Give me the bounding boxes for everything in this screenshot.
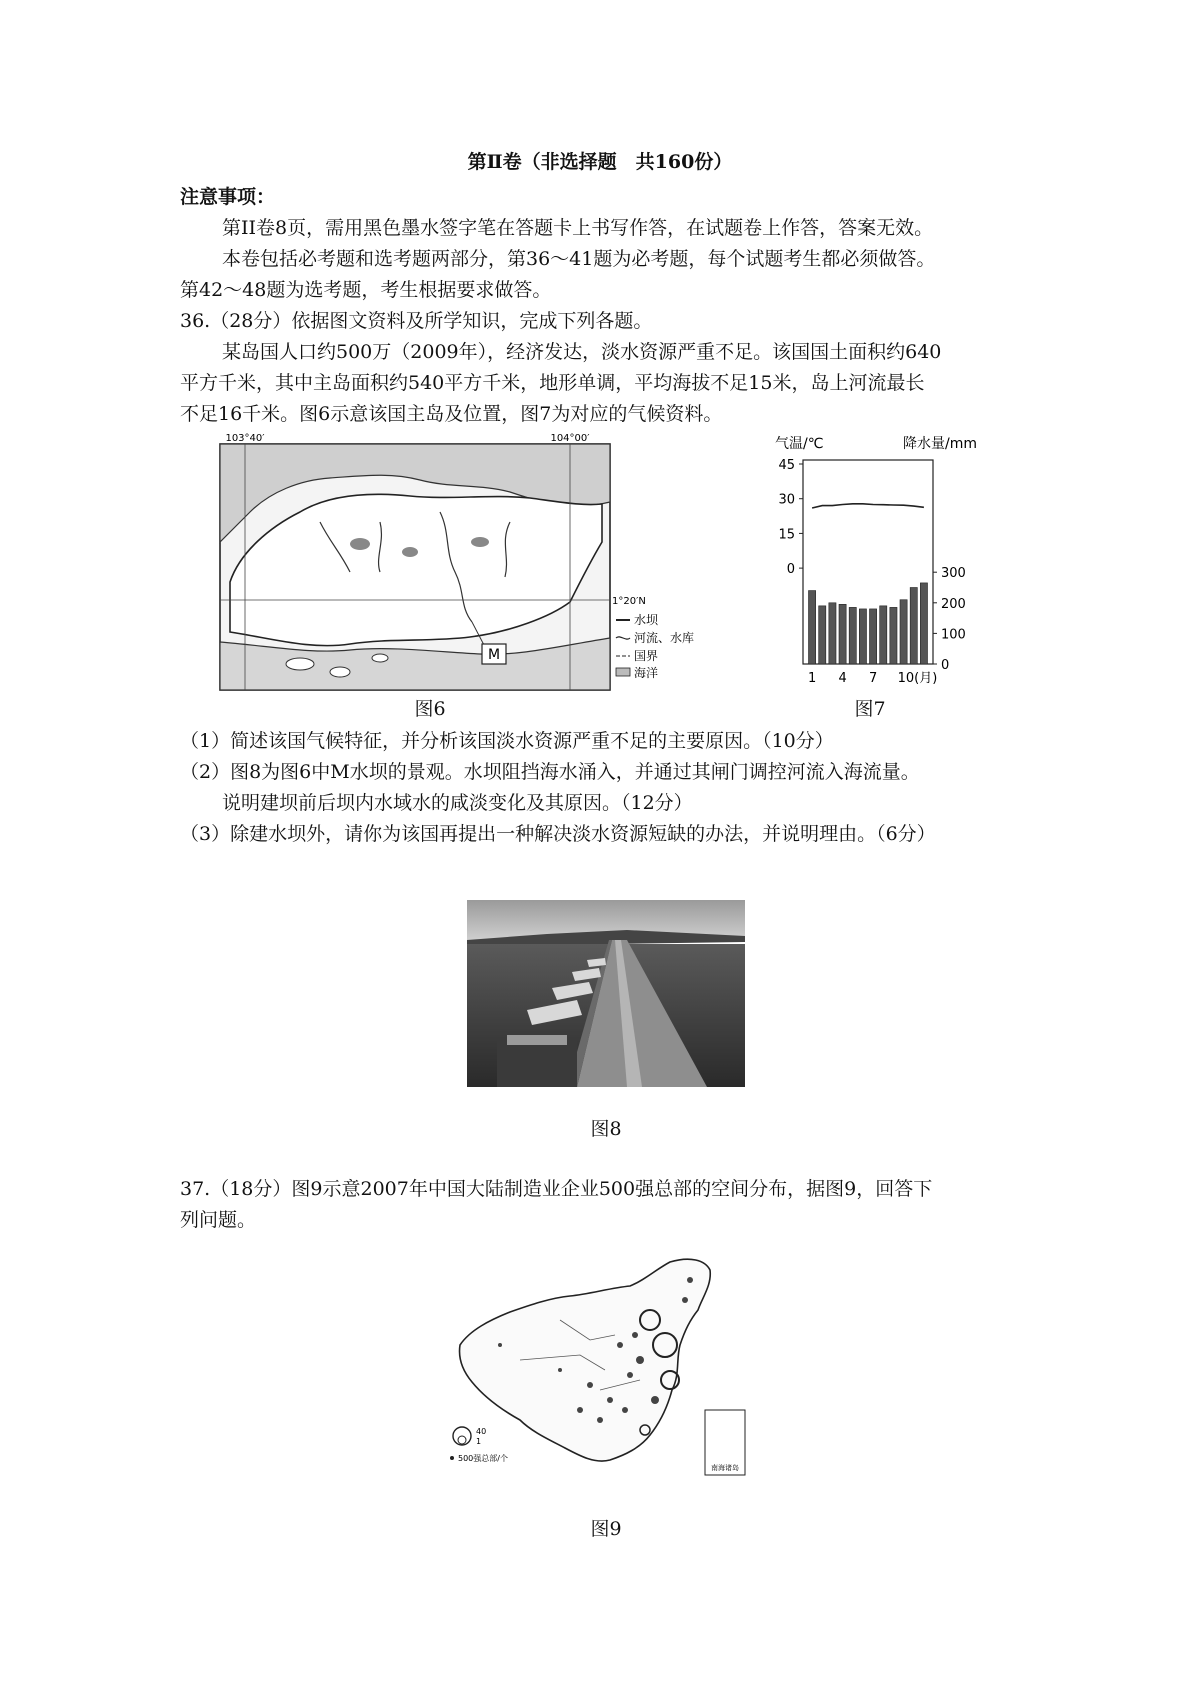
q36-material-2: 平方千米，其中主岛面积约540平方千米，地形单调，平均海拔不足15米，岛上河流最长 [180, 372, 925, 394]
fig7-caption: 图7 [854, 698, 886, 720]
fig7-temp-axis-label: 气温/℃ [775, 436, 824, 452]
fig7-bar-3 [829, 603, 836, 664]
legend-sea: 海洋 [634, 666, 659, 680]
fig9-china-map [440, 1250, 790, 1495]
q36-sub-2-cont: 说明建坝前后坝内水域水的咸淡变化及其原因。（12分） [222, 792, 693, 814]
q36-sub-3: （3）除建水坝外，请你为该国再提出一种解决淡水资源短缺的办法，并说明理由。（6分） [180, 823, 936, 845]
fig7-bar-10 [900, 600, 907, 664]
fig7-bar-6 [859, 609, 866, 664]
fig7-month-label: 7 [868, 671, 878, 686]
q36-material-1: 某岛国人口约500万（2009年），经济发达，淡水资源严重不足。该国国土面积约640 [222, 341, 942, 363]
fig7-temp-tick-label: 45 [778, 458, 795, 473]
fig9-caption: 图9 [590, 1518, 622, 1540]
q36-sub-1: （1）简述该国气候特征，并分析该国淡水资源严重不足的主要原因。（10分） [180, 730, 834, 752]
fig7-precip-tick-label: 300 [941, 566, 966, 582]
fig7-bar-5 [849, 607, 856, 664]
fig7-precip-tick-label: 0 [941, 658, 950, 673]
fig6-lat: 1°20′N [612, 596, 646, 607]
fig6-caption: 图6 [414, 698, 446, 720]
fig7-precip-axis-label: 降水量/mm [903, 436, 977, 452]
notes-line-3: 第42～48题为选考题，考生根据要求做答。 [180, 279, 552, 301]
china-outline [460, 1259, 711, 1461]
fig7-bar-2 [819, 606, 826, 664]
fig8-caption: 图8 [590, 1118, 622, 1140]
fig7-temp-tick-label: 30 [778, 492, 795, 508]
fig9-legend [450, 1427, 508, 1463]
legend-border: 国界 [634, 649, 659, 663]
legend-river: 河流、水库 [634, 631, 695, 645]
fig6-dam-label: M [487, 647, 501, 663]
fig7-bar-4 [839, 604, 846, 664]
fig7-temp-tick-label: 0 [786, 562, 795, 578]
fig7-bar-11 [910, 588, 917, 665]
section-title: 第Ⅱ卷（非选择题 共160份） [467, 151, 733, 173]
fig9-inset-label: 南海诸岛 [711, 1464, 739, 1472]
notes-heading: 注意事项： [180, 186, 276, 208]
fig7-bar-8 [880, 606, 887, 664]
fig9-legend-label: 500强总部/个 [458, 1454, 508, 1463]
fig7-bar-12 [920, 583, 927, 664]
fig7-bar-7 [870, 609, 877, 664]
q36-stem: 36.（28分）依据图文资料及所学知识，完成下列各题。 [180, 310, 653, 332]
fig7-bar-1 [809, 591, 816, 664]
q36-material-3: 不足16千米。图6示意该国主岛及位置，图7为对应的气候资料。 [180, 403, 723, 425]
fig7-climate-chart [765, 432, 1005, 692]
fig7-month-label: 10(月) [897, 671, 938, 686]
fig8-dam-photo [467, 900, 745, 1087]
fig6-legend [616, 612, 694, 680]
fig6-map [210, 432, 695, 694]
fig9-legend-big: 40 [476, 1427, 487, 1436]
fig7-precip-tick-label: 100 [941, 627, 966, 643]
q37-stem-1: 37.（18分）图9示意2007年中国大陆制造业企业500强总部的空间分布，据图9，回答下 [180, 1178, 933, 1200]
fig7-bar-9 [890, 607, 897, 664]
fig6-lon-right: 104°00′ [550, 433, 590, 444]
q37-stem-2: 列问题。 [180, 1209, 257, 1231]
notes-line-1: 第II卷8页，需用黑色墨水签字笔在答题卡上书写作答，在试题卷上作答，答案无效。 [222, 217, 934, 239]
fig7-precip-tick-label: 200 [941, 596, 966, 612]
fig7-month-label: 4 [838, 671, 847, 686]
fig7-temp-tick-label: 15 [778, 527, 795, 543]
legend-dam: 水坝 [634, 613, 659, 627]
fig6-lon-left: 103°40′ [225, 433, 265, 444]
fig9-legend-small: 1 [476, 1437, 482, 1446]
notes-line-2: 本卷包括必考题和选考题两部分，第36～41题为必考题，每个试题考生都必须做答。 [222, 248, 936, 270]
fig7-month-label: 1 [807, 671, 817, 686]
q36-sub-2: （2）图8为图6中M水坝的景观。水坝阻挡海水涌入，并通过其闸门调控河流入海流量。 [180, 761, 920, 783]
